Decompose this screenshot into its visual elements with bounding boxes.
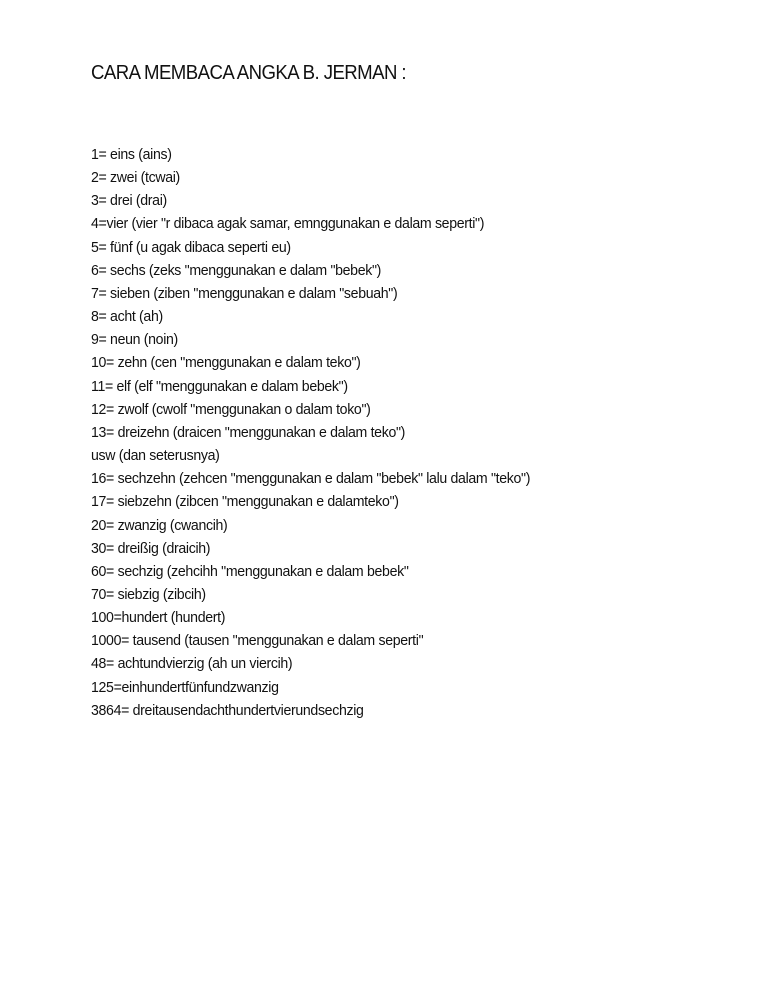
list-item: 1000= tausend (tausen "menggunakan e dalam seperti" <box>91 632 424 650</box>
list-item: 10= zehn (cen "menggunakan e dalam teko") <box>91 354 361 372</box>
list-item: 7= sieben (ziben "menggunakan e dalam "sebuah") <box>91 284 398 302</box>
list-item: 12= zwolf (cwolf "menggunakan o dalam toko") <box>91 400 371 418</box>
list-item: 17= siebzehn (zibcen "menggunakan e dalamteko") <box>91 493 399 511</box>
list-item: 100=hundert (hundert) <box>91 609 226 627</box>
list-item: 3864= dreitausendachthundertvierundsechzig <box>91 701 364 719</box>
list-item: 11= elf (elf "menggunakan e dalam bebek") <box>91 377 348 395</box>
document-title: CARA MEMBACA ANGKA B. JERMAN : <box>91 62 407 84</box>
list-item: 70= siebzig (zibcih) <box>91 585 206 603</box>
list-item: 13= dreizehn (draicen "menggunakan e dalam teko") <box>91 423 406 441</box>
list-item: 48= achtundvierzig (ah un viercih) <box>91 655 293 673</box>
list-item: 30= dreißig (draicih) <box>91 539 211 557</box>
list-item: 2= zwei (tcwai) <box>91 169 180 187</box>
list-item: 60= sechzig (zehcihh "menggunakan e dalam bebek" <box>91 562 409 580</box>
list-item: 3= drei (drai) <box>91 192 167 210</box>
list-item: 125=einhundertfünfundzwanzig <box>91 678 279 696</box>
list-item: 5= fünf (u agak dibaca seperti eu) <box>91 238 291 256</box>
list-item: 6= sechs (zeks "menggunakan e dalam "bebek") <box>91 261 382 279</box>
list-item: 8= acht (ah) <box>91 308 163 326</box>
list-item: 9= neun (noin) <box>91 331 178 349</box>
list-item: 20= zwanzig (cwancih) <box>91 516 228 534</box>
list-item: usw (dan seterusnya) <box>91 447 220 465</box>
list-item: 1= eins (ains) <box>91 146 172 163</box>
number-list <box>91 143 563 722</box>
list-item: 4=vier (vier "r dibaca agak samar, emnggunakan e dalam seperti") <box>91 215 485 233</box>
list-item: 16= sechzehn (zehcen "menggunakan e dalam "bebek" lalu dalam "teko") <box>91 470 531 488</box>
